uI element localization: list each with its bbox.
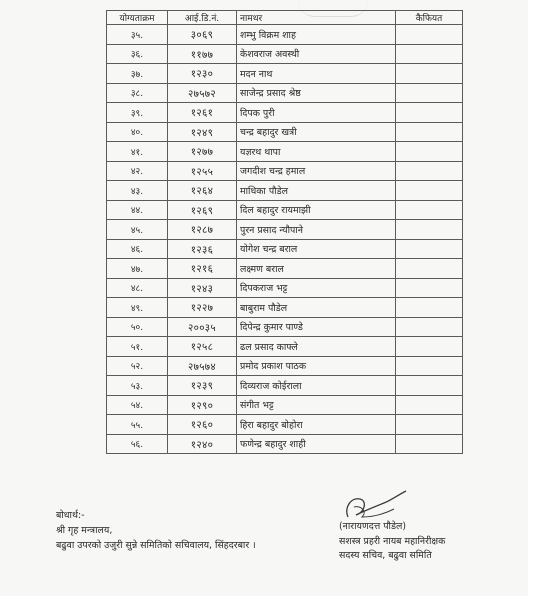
table-row	[107, 64, 463, 84]
page-edge	[528, 0, 534, 596]
rank-cell: ५५.	[107, 415, 168, 435]
table-row	[107, 220, 463, 240]
name-cell: प्रमोद प्रकाश पाठक	[237, 356, 396, 376]
remarks-cell	[396, 395, 463, 415]
id-number-cell: १२६४	[168, 181, 237, 201]
signatory-name: (नारायणदत्त पौडेल)	[339, 521, 406, 532]
id-number-cell: १२६०	[168, 415, 237, 435]
table-row	[107, 103, 463, 123]
remarks-cell	[396, 317, 463, 337]
remarks-cell	[396, 298, 463, 318]
table-row	[107, 356, 463, 376]
id-number-cell: १२३९	[168, 376, 237, 396]
signatory-block	[339, 520, 445, 564]
id-number-cell: २००३५	[168, 317, 237, 337]
rank-cell: ४७.	[107, 259, 168, 279]
id-number-cell: १२२७	[168, 298, 237, 318]
id-number-cell: २७५७२	[168, 83, 237, 103]
table-row	[107, 200, 463, 220]
rank-cell: ५६.	[107, 434, 168, 454]
id-number-cell: १२४०	[168, 434, 237, 454]
copy-to-recipient-1: श्री गृह मन्त्रालय,	[56, 525, 113, 536]
id-number-cell: १२६९	[168, 200, 237, 220]
name-cell: ढल प्रसाद काफ्ले	[237, 337, 396, 357]
table-row	[107, 395, 463, 415]
name-cell: माधिका पौडेल	[237, 181, 396, 201]
promotion-list-table	[106, 10, 463, 454]
remarks-cell	[396, 220, 463, 240]
copy-to-block	[56, 508, 256, 553]
remarks-cell	[396, 161, 463, 181]
table-row	[107, 161, 463, 181]
remarks-cell	[396, 415, 463, 435]
remarks-cell	[396, 83, 463, 103]
remarks-cell	[396, 25, 463, 45]
rank-cell: ३६.	[107, 44, 168, 64]
name-cell: साजेन्द्र प्रसाद श्रेष्ठ	[237, 83, 396, 103]
rank-cell: ५३.	[107, 376, 168, 396]
remarks-cell	[396, 278, 463, 298]
remarks-cell	[396, 239, 463, 259]
name-cell: पुरन प्रसाद न्यौपाने	[237, 220, 396, 240]
id-number-cell: १२५५	[168, 161, 237, 181]
name-cell: दिल बहादुर रायमाझी	[237, 200, 396, 220]
name-cell: बाबुराम पौडेल	[237, 298, 396, 318]
rank-cell: ३८.	[107, 83, 168, 103]
table-row	[107, 83, 463, 103]
signatory-title: सशस्त्र प्रहरी नायब महानिरीक्षक	[339, 535, 446, 547]
remarks-cell	[396, 122, 463, 142]
table-row	[107, 434, 463, 454]
table-row	[107, 25, 463, 45]
name-cell: जगदीश चन्द्र हमाल	[237, 161, 396, 181]
id-number-cell: १२१६	[168, 259, 237, 279]
header-rank: योग्यताक्रम	[107, 11, 168, 25]
copy-to-label: बोधार्थ:-	[56, 510, 85, 521]
rank-cell: ५२.	[107, 356, 168, 376]
id-number-cell: ११७७	[168, 44, 237, 64]
name-cell: योगेश चन्द्र बराल	[237, 239, 396, 259]
rank-cell: ४९.	[107, 298, 168, 318]
table-row	[107, 142, 463, 162]
name-cell: दिव्यराज कोईराला	[237, 376, 396, 396]
id-number-cell: १२९०	[168, 395, 237, 415]
table-row	[107, 317, 463, 337]
table-header-row	[107, 11, 463, 25]
remarks-cell	[396, 181, 463, 201]
rank-cell: ५०.	[107, 317, 168, 337]
header-remarks: कैफियत	[396, 11, 463, 25]
remarks-cell	[396, 103, 463, 123]
table-row	[107, 415, 463, 435]
remarks-cell	[396, 259, 463, 279]
rank-cell: ४२.	[107, 161, 168, 181]
name-cell: चन्द्र बहादुर खत्री	[237, 122, 396, 142]
name-cell: यज्ञरथ थापा	[237, 142, 396, 162]
header-id-number: आई.डि.नं.	[168, 11, 237, 25]
name-cell: दिपकराज भट्ट	[237, 278, 396, 298]
id-number-cell: १२६१	[168, 103, 237, 123]
remarks-cell	[396, 64, 463, 84]
remarks-cell	[396, 356, 463, 376]
remarks-cell	[396, 434, 463, 454]
remarks-cell	[396, 376, 463, 396]
rank-cell: ४५.	[107, 220, 168, 240]
id-number-cell: १२३६	[168, 239, 237, 259]
table-row	[107, 337, 463, 357]
table-row	[107, 298, 463, 318]
name-cell: संगीत भट्ट	[237, 395, 396, 415]
rank-cell: ४६.	[107, 239, 168, 259]
table-row	[107, 122, 463, 142]
table-row	[107, 239, 463, 259]
table-row	[107, 376, 463, 396]
table-body	[107, 25, 463, 454]
name-cell: फणेन्द्र बहादुर शाही	[237, 434, 396, 454]
rank-cell: ३९.	[107, 103, 168, 123]
id-number-cell: १२८७	[168, 220, 237, 240]
id-number-cell: १२३०	[168, 64, 237, 84]
table-row	[107, 44, 463, 64]
id-number-cell: २७५७४	[168, 356, 237, 376]
rank-cell: ४४.	[107, 200, 168, 220]
rank-cell: ४३.	[107, 181, 168, 201]
id-number-cell: १२७७	[168, 142, 237, 162]
name-cell: हिरा बहादुर बोहोरा	[237, 415, 396, 435]
table-row	[107, 259, 463, 279]
id-number-cell: १२५८	[168, 337, 237, 357]
rank-cell: ५४.	[107, 395, 168, 415]
copy-to-recipient-2: बढुवा उपरको उजुरी सुन्ने समितिको सचिवालय, सिंहदरबार ।	[56, 540, 256, 551]
rank-cell: ४१.	[107, 142, 168, 162]
remarks-cell	[396, 337, 463, 357]
rank-cell: ३५.	[107, 25, 168, 45]
rank-cell: ४०.	[107, 122, 168, 142]
name-cell: केशवराज अवस्थी	[237, 44, 396, 64]
signatory-role: सदस्य सचिव, बढुवा समिति	[339, 550, 432, 561]
rank-cell: ५१.	[107, 337, 168, 357]
rank-cell: ४८.	[107, 278, 168, 298]
name-cell: लक्ष्मण बराल	[237, 259, 396, 279]
id-number-cell: १२४३	[168, 278, 237, 298]
name-cell: दिपक पुरी	[237, 103, 396, 123]
id-number-cell: ३०६९	[168, 25, 237, 45]
remarks-cell	[396, 200, 463, 220]
remarks-cell	[396, 44, 463, 64]
id-number-cell: १२४९	[168, 122, 237, 142]
name-cell: दिपेन्द्र कुमार पाण्डे	[237, 317, 396, 337]
table-row	[107, 278, 463, 298]
table-row	[107, 181, 463, 201]
rank-cell: ३७.	[107, 64, 168, 84]
name-cell: शम्भु विक्रम शाह	[237, 25, 396, 45]
name-cell: मदन नाथ	[237, 64, 396, 84]
remarks-cell	[396, 142, 463, 162]
header-name: नामथर	[237, 11, 396, 25]
